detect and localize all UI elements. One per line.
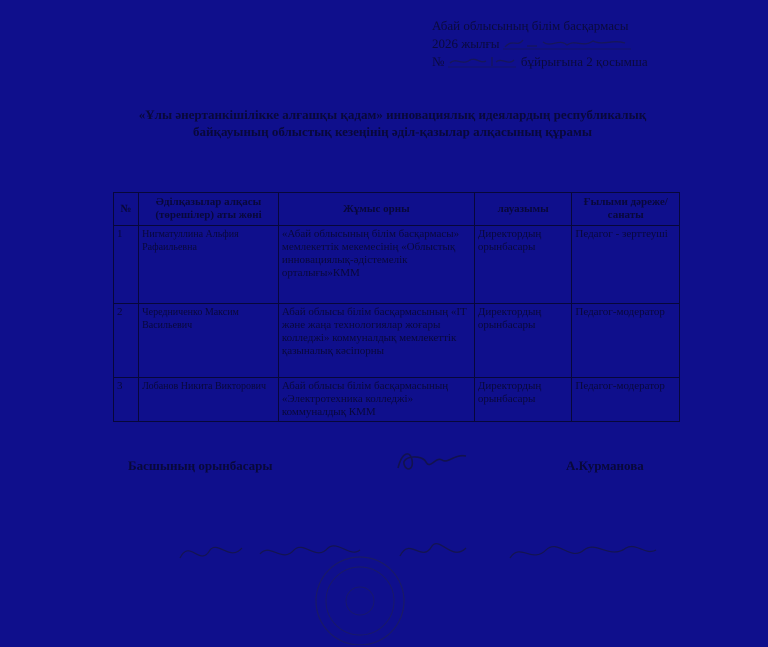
header-name: Әділқазылар алқасы (төрешілер) аты жөні (139, 193, 279, 226)
document-title: «Ұлы әнертанкішілікке алғашқы қадам» инновациялық идеялардың республикалық байқауының облыстық кезеңінің әділ-қазылар алқасының құрамы (138, 107, 647, 139)
table-row (114, 378, 680, 422)
row-org: «Абай облысының білім басқармасы» мемлекеттік мекемесінің «Облыстық инновациялық-әдістемелік орталығы»КММ (278, 226, 474, 304)
header-line-2 (432, 35, 762, 53)
handwritten-date (503, 36, 633, 50)
header-degree: Ғылыми дәреже/ санаты (572, 193, 680, 226)
row-org: Абай облысы білім басқармасының «Электротехника колледжі» коммуналдық КММ (278, 378, 474, 422)
stamp-icon (300, 545, 420, 645)
handwritten-number (448, 54, 518, 68)
row-num: 1 (114, 226, 139, 304)
row-degree: Педагог-модератор (572, 304, 680, 378)
handwritten-note (170, 528, 670, 578)
row-name: Чередниченко Максим Васильевич (139, 304, 279, 378)
jury-table (113, 192, 680, 422)
table-header-row (114, 193, 680, 226)
appendix-header (432, 17, 762, 71)
header-date-prefix: 2026 жылғы (432, 36, 500, 51)
row-position: Директордың орынбасары (474, 304, 572, 378)
table-row (114, 226, 680, 304)
row-name: Лобанов Никита Викторович (139, 378, 279, 422)
header-position: лауазымы (474, 193, 572, 226)
header-order-suffix: бұйрығына 2 қосымша (520, 54, 648, 69)
header-line-1: Абай облысының білім басқармасы (432, 18, 629, 33)
signer-name: А.Курманова (566, 458, 644, 473)
row-org: Абай облысы білім басқармасының «IT және жаңа технологиялар жоғары колледжі» коммуналдық мемлекеттік қазыналық кәсіпорны (278, 304, 474, 378)
header-number-prefix: № (432, 54, 445, 69)
header-line-3 (432, 53, 762, 71)
signer-title: Басшының орынбасары (128, 458, 273, 473)
header-num: № (114, 193, 139, 226)
table-row (114, 304, 680, 378)
row-num: 2 (114, 304, 139, 378)
row-position: Директордың орынбасары (474, 378, 572, 422)
row-name: Нигматуллина Альфия Рафаильевна (139, 226, 279, 304)
signature-icon (392, 446, 472, 476)
row-degree: Педагог-модератор (572, 378, 680, 422)
row-position: Директордың орынбасары (474, 226, 572, 304)
row-degree: Педагог - зерттеуші (572, 226, 680, 304)
header-org: Жұмыс орны (278, 193, 474, 226)
row-num: 3 (114, 378, 139, 422)
